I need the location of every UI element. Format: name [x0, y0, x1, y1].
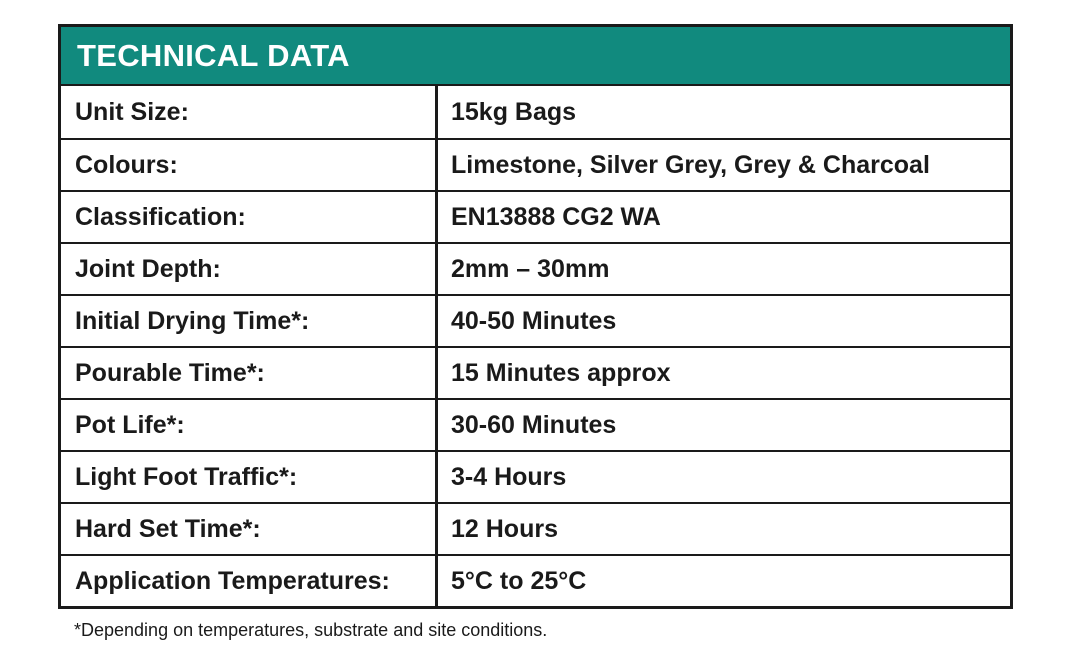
- row-label: Unit Size:: [61, 86, 438, 138]
- row-value: 3-4 Hours: [451, 462, 567, 491]
- row-label: Pourable Time*:: [61, 348, 438, 398]
- row-value: Limestone, Silver Grey, Grey & Charcoal: [451, 150, 930, 179]
- table-row: [61, 86, 1010, 138]
- row-label: Classification:: [61, 192, 438, 242]
- table-row: [61, 450, 1010, 502]
- row-value: EN13888 CG2 WA: [451, 202, 661, 231]
- row-value: 15kg Bags: [451, 97, 577, 126]
- row-value: 2mm – 30mm: [451, 254, 610, 283]
- table-row: [61, 554, 1010, 606]
- table-row: [61, 294, 1010, 346]
- table-row: [61, 190, 1010, 242]
- table-title: TECHNICAL DATA: [61, 27, 1010, 86]
- table-row: [61, 346, 1010, 398]
- row-value: 15 Minutes approx: [451, 358, 671, 387]
- row-value: 40-50 Minutes: [451, 306, 617, 335]
- row-value: 12 Hours: [451, 514, 558, 543]
- table-row: [61, 502, 1010, 554]
- row-label: Light Foot Traffic*:: [61, 452, 438, 502]
- footnote: *Depending on temperatures, substrate and site conditions.: [74, 620, 548, 640]
- row-label: Initial Drying Time*:: [61, 296, 438, 346]
- row-label: Colours:: [61, 140, 438, 190]
- row-label: Hard Set Time*:: [61, 504, 438, 554]
- row-label: Pot Life*:: [61, 400, 438, 450]
- table-body: [61, 86, 1010, 606]
- table-row: [61, 242, 1010, 294]
- table-row: [61, 138, 1010, 190]
- row-label: Joint Depth:: [61, 244, 438, 294]
- table-row: [61, 398, 1010, 450]
- row-value: 30-60 Minutes: [451, 410, 617, 439]
- technical-data-table: [58, 24, 1013, 609]
- row-value: 5°C to 25°C: [451, 566, 587, 595]
- row-label: Application Temperatures:: [61, 556, 438, 606]
